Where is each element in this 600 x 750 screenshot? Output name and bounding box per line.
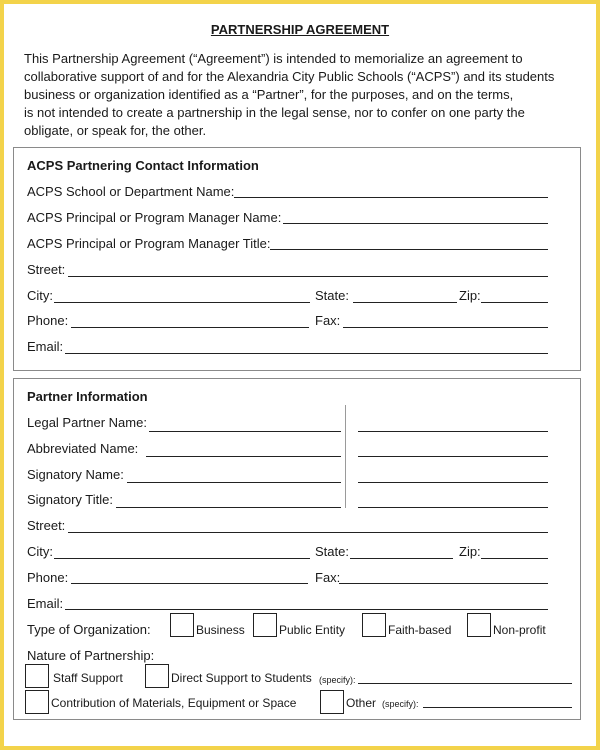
- signatory-name-label: Signatory Name:: [27, 467, 124, 482]
- partner-state-field[interactable]: [350, 558, 453, 559]
- faith-based-checkbox[interactable]: [362, 613, 386, 637]
- partner-city-label: City:: [27, 544, 53, 559]
- contribution-label: Contribution of Materials, Equipment or Space: [51, 696, 297, 710]
- acps-phone-label: Phone:: [27, 313, 69, 328]
- contribution-checkbox[interactable]: [25, 690, 49, 714]
- partner-street-field[interactable]: [68, 532, 548, 533]
- partner-section-heading: Partner Information: [27, 389, 148, 404]
- intro-paragraph: [24, 50, 584, 140]
- acps-manager-name-label: ACPS Principal or Program Manager Name:: [27, 210, 282, 225]
- acps-fax-label: Fax:: [315, 313, 341, 328]
- business-option-label: Business: [196, 623, 245, 637]
- public-entity-option-label: Public Entity: [279, 623, 346, 637]
- partner-email-label: Email:: [27, 596, 64, 611]
- acps-section-box: [13, 147, 581, 371]
- partner-fax-field[interactable]: [339, 583, 548, 584]
- column-divider: [345, 405, 346, 508]
- acps-city-field[interactable]: [54, 302, 310, 303]
- legal-name-label: Legal Partner Name:: [27, 415, 147, 430]
- intro-line: This Partnership Agreement (“Agreement”) is intended to memorialize an agreement to: [24, 51, 523, 66]
- acps-section-heading: ACPS Partnering Contact Information: [27, 158, 259, 173]
- document-title: PARTNERSHIP AGREEMENT: [210, 22, 390, 37]
- direct-support-label: Direct Support to Students: [171, 671, 312, 685]
- abbrev-name-label: Abbreviated Name:: [27, 441, 139, 456]
- acps-city-label: City:: [27, 288, 53, 303]
- direct-support-specify-field[interactable]: [358, 683, 572, 684]
- partner-state-label: State:: [315, 544, 349, 559]
- intro-line: is not intended to create a partnership in the legal sense, nor to confer on one party the: [24, 105, 525, 120]
- abbrev-name-field[interactable]: [146, 456, 341, 457]
- partner-zip-field[interactable]: [481, 558, 548, 559]
- partner-phone-label: Phone:: [27, 570, 69, 585]
- signatory-title-label: Signatory Title:: [27, 492, 113, 507]
- staff-support-label: Staff Support: [53, 671, 123, 685]
- other-specify-field[interactable]: [423, 707, 572, 708]
- business-checkbox[interactable]: [170, 613, 194, 637]
- acps-email-label: Email:: [27, 339, 64, 354]
- acps-email-field[interactable]: [65, 353, 548, 354]
- non-profit-option-label: Non-profit: [493, 623, 546, 637]
- acps-street-label: Street:: [27, 262, 66, 277]
- direct-support-specify-label: (specify):: [319, 675, 356, 685]
- acps-manager-name-field[interactable]: [283, 223, 548, 224]
- staff-support-checkbox[interactable]: [25, 664, 49, 688]
- acps-fax-field[interactable]: [343, 327, 548, 328]
- signatory-name-field[interactable]: [127, 482, 341, 483]
- abbrev-name-field-secondary[interactable]: [358, 456, 548, 457]
- faith-based-option-label: Faith-based: [388, 623, 452, 637]
- public-entity-checkbox[interactable]: [253, 613, 277, 637]
- legal-name-field[interactable]: [149, 431, 341, 432]
- acps-manager-title-label: ACPS Principal or Program Manager Title:: [27, 236, 271, 251]
- non-profit-checkbox[interactable]: [467, 613, 491, 637]
- partner-phone-field[interactable]: [71, 583, 308, 584]
- signatory-name-field-secondary[interactable]: [358, 482, 548, 483]
- acps-state-label: State:: [315, 288, 349, 303]
- acps-school-field[interactable]: [234, 197, 548, 198]
- acps-street-field[interactable]: [68, 276, 548, 277]
- other-specify-label: (specify):: [382, 699, 419, 709]
- intro-line: collaborative support of and for the Alexandria City Public Schools (“ACPS”) and its students: [24, 69, 555, 84]
- intro-line: business or organization identified as a “Partner”, for the purposes, and on the terms,: [24, 87, 514, 102]
- acps-phone-field[interactable]: [71, 327, 309, 328]
- partner-street-label: Street:: [27, 518, 66, 533]
- other-label: Other: [346, 696, 377, 710]
- acps-state-field[interactable]: [353, 302, 457, 303]
- acps-school-label: ACPS School or Department Name:: [27, 184, 235, 199]
- org-type-label: Type of Organization:: [27, 622, 151, 637]
- partner-city-field[interactable]: [54, 558, 310, 559]
- partner-fax-label: Fax:: [315, 570, 341, 585]
- other-checkbox[interactable]: [320, 690, 344, 714]
- signatory-title-field[interactable]: [116, 507, 341, 508]
- signatory-title-field-secondary[interactable]: [358, 507, 548, 508]
- legal-name-field-secondary[interactable]: [358, 431, 548, 432]
- acps-manager-title-field[interactable]: [270, 249, 548, 250]
- direct-support-checkbox[interactable]: [145, 664, 169, 688]
- acps-zip-label: Zip:: [459, 288, 481, 303]
- partner-email-field[interactable]: [65, 609, 548, 610]
- acps-zip-field[interactable]: [481, 302, 548, 303]
- nature-label: Nature of Partnership:: [27, 648, 155, 663]
- intro-line: obligate, or speak for, the other.: [24, 123, 207, 138]
- partner-zip-label: Zip:: [459, 544, 481, 559]
